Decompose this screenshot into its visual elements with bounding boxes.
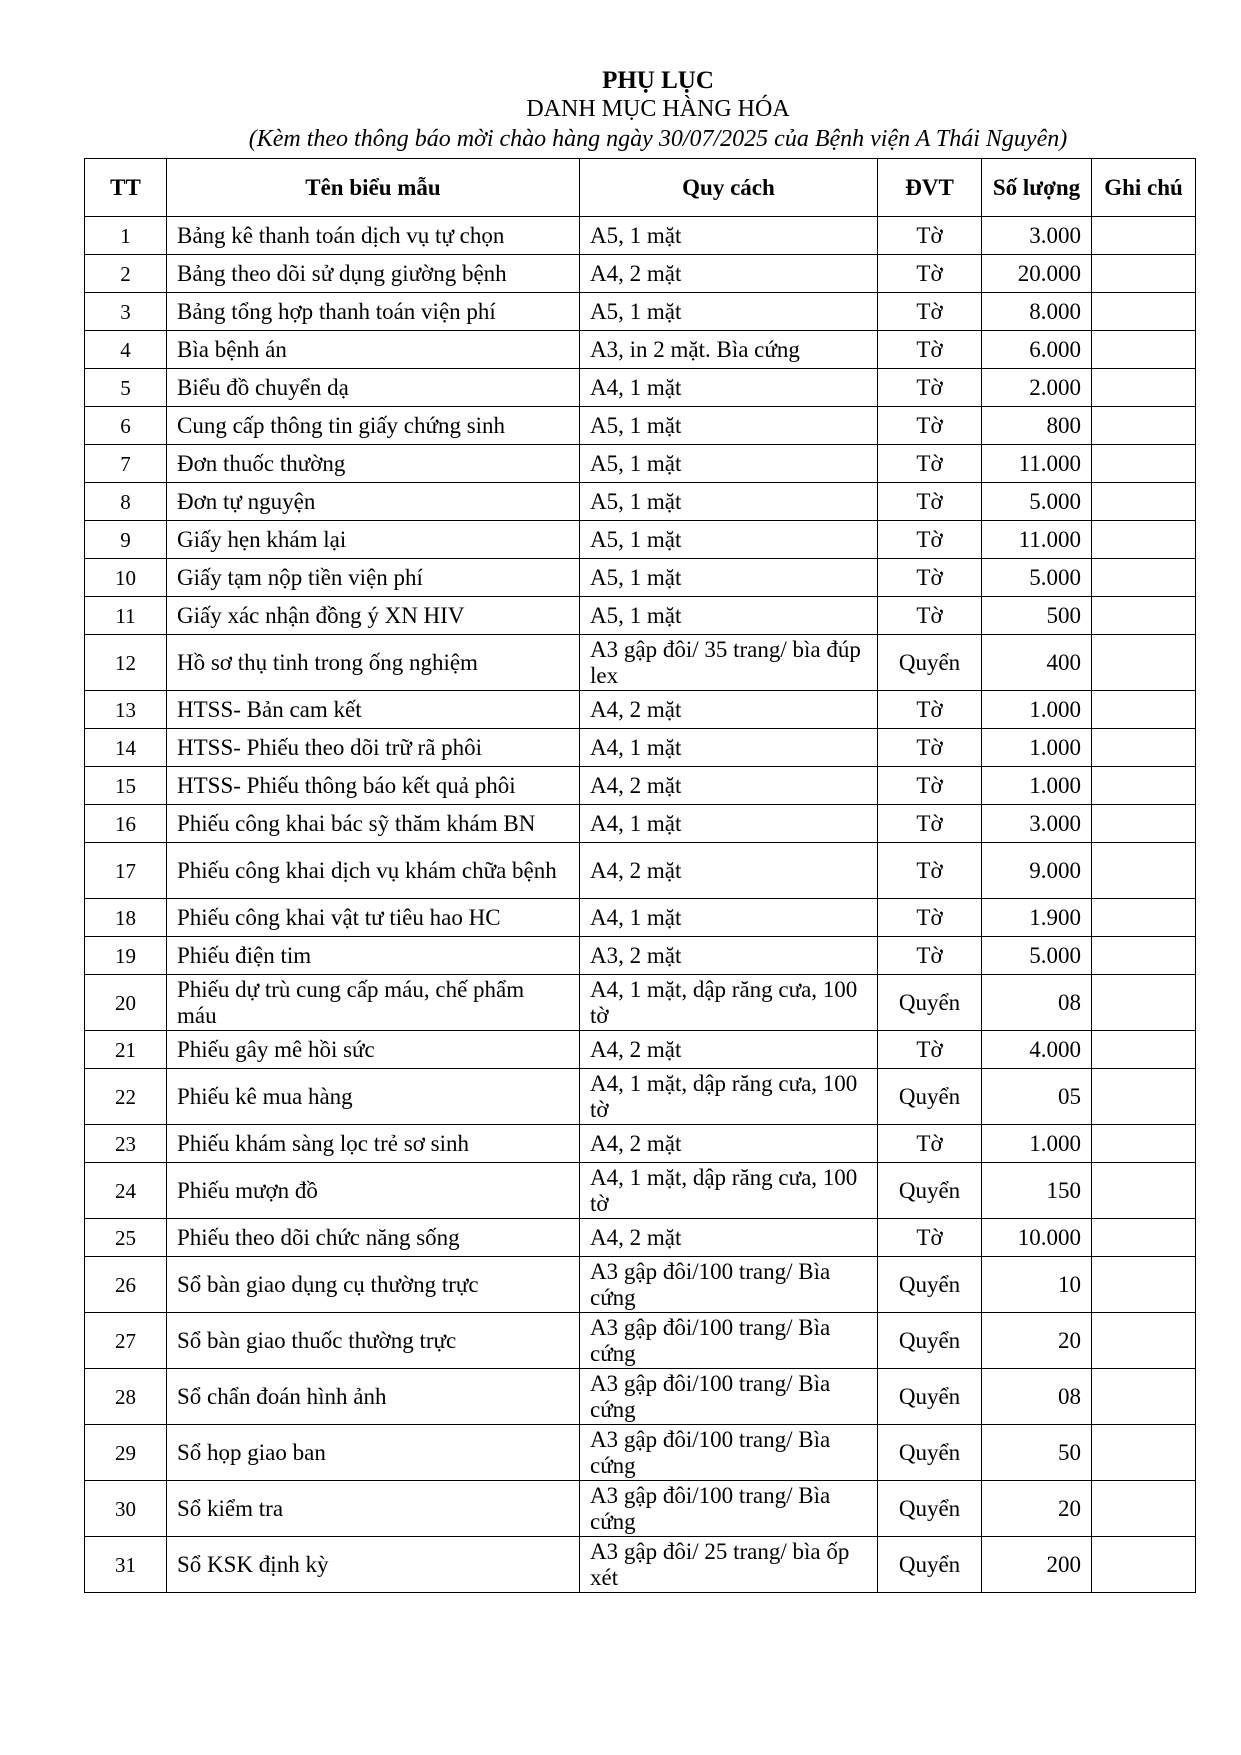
cell-name: Sổ bàn giao dụng cụ thường trực [167,1257,580,1313]
cell-name: Giấy hẹn khám lại [167,521,580,559]
cell-note [1092,805,1196,843]
table-row [85,1537,1196,1593]
cell-tt: 8 [85,483,167,521]
cell-note [1092,1257,1196,1313]
cell-name: Phiếu khám sàng lọc trẻ sơ sinh [167,1125,580,1163]
cell-name: Phiếu công khai vật tư tiêu hao HC [167,899,580,937]
table-row [85,937,1196,975]
cell-note [1092,843,1196,899]
cell-spec: A5, 1 mặt [580,293,878,331]
table-row [85,1163,1196,1219]
cell-note [1092,521,1196,559]
cell-unit: Quyển [878,1537,982,1593]
cell-unit: Tờ [878,559,982,597]
cell-spec: A4, 1 mặt, dập răng cưa, 100 tờ [580,1069,878,1125]
cell-name: Giấy tạm nộp tiền viện phí [167,559,580,597]
cell-note [1092,1481,1196,1537]
cell-unit: Tờ [878,445,982,483]
table-row [85,1425,1196,1481]
cell-qty: 11.000 [982,445,1092,483]
cell-name: Biểu đồ chuyển dạ [167,369,580,407]
header-note: Ghi chú [1092,159,1196,217]
cell-unit: Tờ [878,483,982,521]
cell-qty: 05 [982,1069,1092,1125]
cell-unit: Tờ [878,597,982,635]
cell-name: Phiếu công khai dịch vụ khám chữa bệnh [167,843,580,899]
cell-spec: A4, 2 mặt [580,1125,878,1163]
cell-note [1092,559,1196,597]
cell-qty: 20.000 [982,255,1092,293]
cell-unit: Quyển [878,635,982,691]
cell-note [1092,1125,1196,1163]
cell-tt: 26 [85,1257,167,1313]
table-row [85,445,1196,483]
cell-qty: 5.000 [982,559,1092,597]
cell-qty: 1.000 [982,691,1092,729]
cell-qty: 400 [982,635,1092,691]
table-row [85,843,1196,899]
table-header-row [85,159,1196,217]
cell-qty: 4.000 [982,1031,1092,1069]
cell-note [1092,1537,1196,1593]
cell-spec: A4, 1 mặt [580,369,878,407]
document-subtitle: DANH MỤC HÀNG HÓA [526,96,790,122]
cell-spec: A5, 1 mặt [580,217,878,255]
table-row [85,369,1196,407]
cell-unit: Tờ [878,767,982,805]
table-row [85,1219,1196,1257]
cell-name: Phiếu công khai bác sỹ thăm khám BN [167,805,580,843]
cell-tt: 14 [85,729,167,767]
cell-qty: 1.000 [982,767,1092,805]
cell-name: Sổ KSK định kỳ [167,1537,580,1593]
cell-spec: A3 gập đôi/100 trang/ Bìa cứng [580,1257,878,1313]
table-row [85,1369,1196,1425]
cell-qty: 5.000 [982,483,1092,521]
table-row [85,1031,1196,1069]
cell-spec: A5, 1 mặt [580,521,878,559]
cell-qty: 1.900 [982,899,1092,937]
header-name: Tên biểu mẫu [167,159,580,217]
cell-unit: Quyển [878,1313,982,1369]
cell-tt: 31 [85,1537,167,1593]
cell-note [1092,369,1196,407]
cell-spec: A5, 1 mặt [580,445,878,483]
cell-name: Đơn tự nguyện [167,483,580,521]
cell-unit: Quyển [878,1425,982,1481]
header-spec: Quy cách [580,159,878,217]
header-tt: TT [85,159,167,217]
cell-qty: 2.000 [982,369,1092,407]
cell-unit: Tờ [878,331,982,369]
table-row [85,483,1196,521]
cell-note [1092,729,1196,767]
cell-unit: Tờ [878,521,982,559]
cell-qty: 800 [982,407,1092,445]
cell-note [1092,1219,1196,1257]
cell-note [1092,293,1196,331]
table-row [85,729,1196,767]
table-row [85,407,1196,445]
table-row [85,217,1196,255]
cell-qty: 3.000 [982,217,1092,255]
cell-name: Bảng theo dõi sử dụng giường bệnh [167,255,580,293]
cell-note [1092,255,1196,293]
cell-tt: 20 [85,975,167,1031]
cell-name: Phiếu theo dõi chức năng sống [167,1219,580,1257]
cell-tt: 19 [85,937,167,975]
cell-tt: 2 [85,255,167,293]
cell-unit: Quyển [878,1163,982,1219]
cell-name: Phiếu kê mua hàng [167,1069,580,1125]
cell-unit: Tờ [878,1125,982,1163]
cell-unit: Tờ [878,255,982,293]
cell-name: Phiếu gây mê hồi sức [167,1031,580,1069]
cell-note [1092,407,1196,445]
cell-spec: A3 gập đôi/ 35 trang/ bìa đúp lex [580,635,878,691]
cell-qty: 10.000 [982,1219,1092,1257]
cell-spec: A4, 2 mặt [580,843,878,899]
cell-note [1092,1369,1196,1425]
cell-tt: 5 [85,369,167,407]
cell-note [1092,331,1196,369]
cell-spec: A3, in 2 mặt. Bìa cứng [580,331,878,369]
table-row [85,691,1196,729]
cell-spec: A4, 2 mặt [580,691,878,729]
cell-tt: 28 [85,1369,167,1425]
cell-tt: 21 [85,1031,167,1069]
cell-qty: 11.000 [982,521,1092,559]
cell-spec: A4, 2 mặt [580,1219,878,1257]
cell-name: Bảng tổng hợp thanh toán viện phí [167,293,580,331]
cell-spec: A4, 2 mặt [580,1031,878,1069]
cell-tt: 12 [85,635,167,691]
cell-unit: Tờ [878,217,982,255]
cell-tt: 3 [85,293,167,331]
cell-qty: 9.000 [982,843,1092,899]
cell-spec: A5, 1 mặt [580,483,878,521]
cell-note [1092,1163,1196,1219]
cell-qty: 1.000 [982,1125,1092,1163]
table-row [85,597,1196,635]
document-title: PHỤ LỤC [602,67,714,94]
cell-qty: 3.000 [982,805,1092,843]
table-row [85,899,1196,937]
cell-tt: 22 [85,1069,167,1125]
cell-name: Hồ sơ thụ tinh trong ống nghiệm [167,635,580,691]
cell-qty: 5.000 [982,937,1092,975]
table-row [85,1125,1196,1163]
document-note: (Kèm theo thông báo mời chào hàng ngày 30/07/2025 của Bệnh viện A Thái Nguyên) [248,126,1068,152]
cell-qty: 10 [982,1257,1092,1313]
cell-tt: 4 [85,331,167,369]
cell-unit: Tờ [878,1219,982,1257]
cell-unit: Tờ [878,937,982,975]
cell-tt: 29 [85,1425,167,1481]
cell-note [1092,1031,1196,1069]
cell-qty: 20 [982,1313,1092,1369]
cell-qty: 08 [982,1369,1092,1425]
cell-tt: 24 [85,1163,167,1219]
cell-unit: Quyển [878,1369,982,1425]
table-row [85,521,1196,559]
cell-name: Phiếu điện tim [167,937,580,975]
cell-tt: 16 [85,805,167,843]
cell-tt: 13 [85,691,167,729]
cell-name: HTSS- Phiếu thông báo kết quả phôi [167,767,580,805]
table-row [85,559,1196,597]
cell-name: Giấy xác nhận đồng ý XN HIV [167,597,580,635]
cell-name: HTSS- Bản cam kết [167,691,580,729]
cell-name: Đơn thuốc thường [167,445,580,483]
cell-tt: 15 [85,767,167,805]
title-block [0,66,1241,154]
table-row [85,255,1196,293]
cell-note [1092,445,1196,483]
cell-tt: 11 [85,597,167,635]
cell-name: Bìa bệnh án [167,331,580,369]
cell-name: Bảng kê thanh toán dịch vụ tự chọn [167,217,580,255]
cell-name: Sổ kiểm tra [167,1481,580,1537]
cell-name: Phiếu mượn đồ [167,1163,580,1219]
cell-tt: 17 [85,843,167,899]
table-row [85,331,1196,369]
cell-note [1092,483,1196,521]
cell-tt: 27 [85,1313,167,1369]
cell-qty: 20 [982,1481,1092,1537]
cell-spec: A3 gập đôi/ 25 trang/ bìa ốp xét [580,1537,878,1593]
cell-name: Cung cấp thông tin giấy chứng sinh [167,407,580,445]
cell-qty: 8.000 [982,293,1092,331]
cell-name: Sổ họp giao ban [167,1425,580,1481]
cell-qty: 6.000 [982,331,1092,369]
cell-qty: 08 [982,975,1092,1031]
cell-note [1092,635,1196,691]
cell-note [1092,899,1196,937]
cell-name: Sổ chẩn đoán hình ảnh [167,1369,580,1425]
cell-tt: 6 [85,407,167,445]
cell-note [1092,1313,1196,1369]
cell-unit: Quyển [878,1257,982,1313]
cell-unit: Tờ [878,293,982,331]
cell-note [1092,1425,1196,1481]
cell-unit: Tờ [878,691,982,729]
cell-unit: Tờ [878,899,982,937]
cell-note [1092,975,1196,1031]
cell-unit: Quyển [878,1481,982,1537]
table-row [85,975,1196,1031]
cell-unit: Tờ [878,729,982,767]
cell-spec: A4, 1 mặt, dập răng cưa, 100 tờ [580,975,878,1031]
cell-unit: Tờ [878,369,982,407]
cell-spec: A3 gập đôi/100 trang/ Bìa cứng [580,1425,878,1481]
cell-tt: 7 [85,445,167,483]
cell-spec: A5, 1 mặt [580,597,878,635]
cell-note [1092,1069,1196,1125]
table-row [85,767,1196,805]
cell-qty: 150 [982,1163,1092,1219]
cell-tt: 23 [85,1125,167,1163]
cell-qty: 200 [982,1537,1092,1593]
cell-unit: Tờ [878,805,982,843]
cell-unit: Quyển [878,1069,982,1125]
cell-unit: Tờ [878,407,982,445]
cell-spec: A4, 2 mặt [580,767,878,805]
cell-spec: A4, 1 mặt [580,899,878,937]
cell-note [1092,937,1196,975]
cell-name: Phiếu dự trù cung cấp máu, chế phẩm máu [167,975,580,1031]
cell-qty: 1.000 [982,729,1092,767]
goods-table [84,158,1196,1593]
cell-spec: A3 gập đôi/100 trang/ Bìa cứng [580,1369,878,1425]
cell-name: Sổ bàn giao thuốc thường trực [167,1313,580,1369]
table-row [85,635,1196,691]
header-qty: Số lượng [982,159,1092,217]
cell-spec: A4, 1 mặt [580,729,878,767]
cell-unit: Tờ [878,843,982,899]
cell-name: HTSS- Phiếu theo dõi trữ rã phôi [167,729,580,767]
table-row [85,1313,1196,1369]
cell-note [1092,597,1196,635]
cell-tt: 1 [85,217,167,255]
cell-spec: A4, 2 mặt [580,255,878,293]
cell-spec: A5, 1 mặt [580,559,878,597]
cell-tt: 9 [85,521,167,559]
table-row [85,805,1196,843]
cell-spec: A4, 1 mặt, dập răng cưa, 100 tờ [580,1163,878,1219]
cell-tt: 30 [85,1481,167,1537]
cell-unit: Tờ [878,1031,982,1069]
table-row [85,1257,1196,1313]
cell-tt: 18 [85,899,167,937]
cell-spec: A3 gập đôi/100 trang/ Bìa cứng [580,1313,878,1369]
table-row [85,1481,1196,1537]
cell-spec: A3 gập đôi/100 trang/ Bìa cứng [580,1481,878,1537]
table-row [85,1069,1196,1125]
table-row [85,293,1196,331]
cell-tt: 10 [85,559,167,597]
cell-unit: Quyển [878,975,982,1031]
cell-qty: 50 [982,1425,1092,1481]
cell-qty: 500 [982,597,1092,635]
header-unit: ĐVT [878,159,982,217]
cell-note [1092,217,1196,255]
cell-note [1092,767,1196,805]
cell-note [1092,691,1196,729]
cell-tt: 25 [85,1219,167,1257]
cell-spec: A4, 1 mặt [580,805,878,843]
cell-spec: A3, 2 mặt [580,937,878,975]
cell-spec: A5, 1 mặt [580,407,878,445]
